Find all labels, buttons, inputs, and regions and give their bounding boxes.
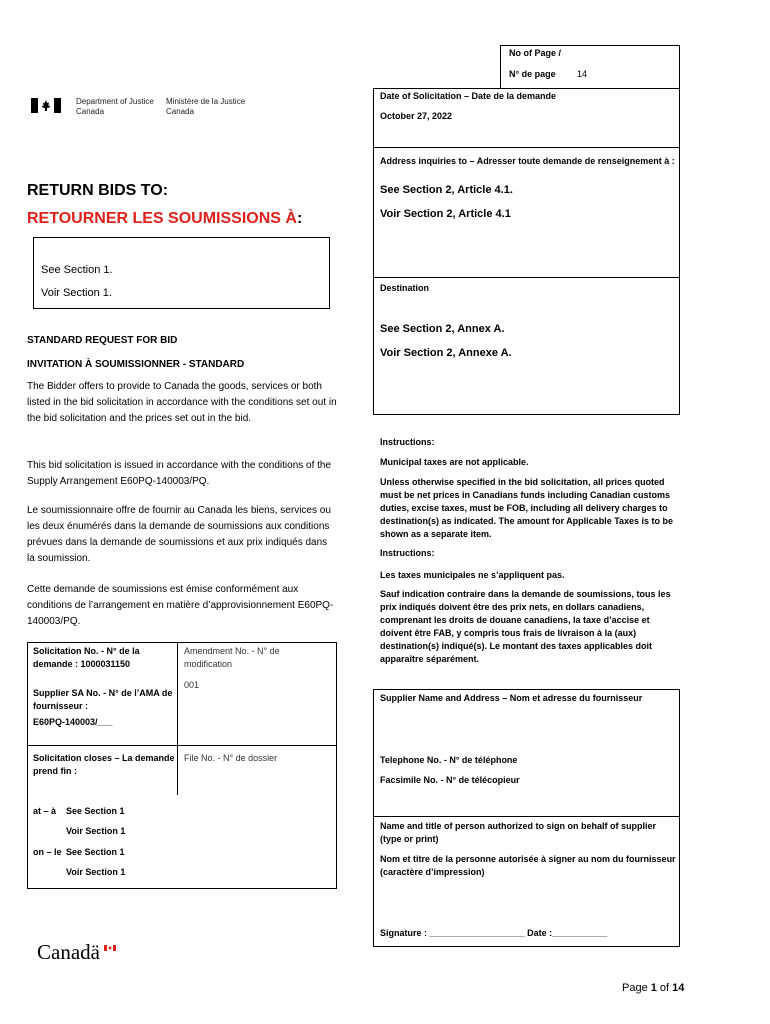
solicitation-number: Solicitation No. - N° de la demande : 1000031150: [33, 646, 140, 669]
paragraph-1: The Bidder offers to provide to Canada the goods, services or both listed in the bid solicitation in accordance with the conditions set out in the bid solicitation and the prices set out in the bid.: [27, 381, 337, 424]
address-fr: Voir Section 2, Article 4.1: [380, 208, 511, 220]
authorized-person-en: Name and title of person authorized to sign on behalf of supplier (type or print): [380, 821, 657, 844]
dept-en-line-1: Department of Justice: [76, 97, 154, 106]
return-box-line-1: See Section 1.: [41, 264, 113, 276]
dept-fr-line-1: Ministère de la Justice: [166, 97, 246, 106]
page-current: 1: [650, 982, 657, 994]
at-label: at – à: [33, 806, 57, 816]
on-value-en: See Section 1: [66, 847, 125, 857]
destination-en: See Section 2, Annex A.: [380, 323, 505, 335]
address-inquiries-label: Address inquiries to – Adresser toute demande de renseignement à :: [380, 156, 675, 166]
instructions-label-fr: Instructions:: [380, 548, 435, 558]
canada-wordmark-text: Canadä: [37, 940, 100, 964]
destination-label: Destination: [380, 283, 430, 293]
supplier-sa-value: E60PQ-140003/___: [33, 717, 113, 727]
address-en: See Section 2, Article 4.1.: [380, 184, 513, 196]
supplier-sa-label: Supplier SA No. - N° de l’AMA de fournisseur :: [33, 688, 173, 711]
divider: [177, 642, 178, 745]
heading-fr: INVITATION À SOUMISSIONNER - STANDARD: [27, 359, 245, 370]
divider: [373, 277, 680, 278]
page-number: [622, 981, 684, 995]
authorized-person-fr: Nom et titre de la personne autorisée à signer au nom du fournisseur (caractère d’impression): [380, 854, 676, 877]
divider: [373, 147, 680, 148]
return-box-line-2: Voir Section 1.: [41, 287, 112, 299]
paragraph-3: Le soumissionnaire offre de fournir au Canada les biens, services ou les deux énumérés dans la demande de soumissions aux conditions prévues dans la demande de soumissions et aux prix indiqués dans la soumission.: [27, 505, 331, 564]
canada-flag-icon: [31, 98, 61, 113]
date-value: October 27, 2022: [380, 111, 453, 121]
amendment-value: 001: [184, 680, 200, 690]
divider: [373, 816, 680, 817]
page-count-label-2: N° de page: [509, 69, 556, 79]
telephone-label: Telephone No. - N° de téléphone: [380, 755, 518, 765]
paragraph-2: This bid solicitation is issued in accordance with the conditions of the Supply Arrangement E60PQ-140003/PQ.: [27, 460, 332, 487]
page-count-value: 14: [577, 69, 588, 79]
return-bids-title-fr-colon: :: [296, 210, 303, 227]
fax-label: Facsimile No. - N° de télécopieur: [380, 775, 520, 785]
paragraph-4: Cette demande de soumissions est émise conformément aux conditions de l’arrangement en matière d’approvisionnement E60PQ-140003/PQ.: [27, 584, 334, 627]
instructions-tax-en: Municipal taxes are not applicable.: [380, 457, 529, 467]
return-bids-title-fr-text: RETOURNER LES SOUMISSIONS À: [27, 210, 297, 227]
page-prefix: Page: [622, 982, 651, 994]
supplier-name-label: Supplier Name and Address – Nom et adresse du fournisseur: [380, 693, 643, 703]
divider: [177, 745, 178, 795]
destination-fr: Voir Section 2, Annexe A.: [380, 347, 512, 359]
page-count-label-1: No of Page /: [509, 48, 562, 58]
page-total: 14: [672, 982, 685, 994]
right-info-frame: [373, 88, 680, 415]
instructions-text-en: Unless otherwise specified in the bid solicitation, all prices quoted must be net prices in Canadians funds including Canadian customs duties, excise taxes, must be FOB, including all delivery charges to destination(s) as indicated. The amount for Applicable Taxes is to be shown as a separate item.: [380, 477, 674, 539]
solicitation-closes-label: Solicitation closes – La demande prend fin :: [33, 753, 175, 776]
wordmark-flag-icon: [104, 938, 116, 944]
dept-en-line-2: Canada: [76, 107, 105, 116]
file-no-label: File No. - N° de dossier: [184, 753, 278, 763]
return-bids-title-en: RETURN BIDS TO:: [27, 182, 169, 199]
return-bids-title-fr: [27, 210, 302, 228]
heading-en: STANDARD REQUEST FOR BID: [27, 335, 178, 346]
on-value-fr: Voir Section 1: [66, 867, 126, 877]
date-label: Date of Solicitation – Date de la demande: [380, 91, 557, 101]
signature-line: Signature : ___________________ Date :___________: [380, 928, 608, 938]
dept-en-name: [76, 97, 154, 117]
canada-wordmark: [37, 940, 100, 966]
page-of: of: [656, 982, 673, 994]
at-value-fr: Voir Section 1: [66, 826, 126, 836]
supplier-box: [373, 689, 680, 947]
dept-fr-line-2: Canada: [166, 107, 195, 116]
amendment-label: Amendment No. - N° de modification: [184, 646, 280, 669]
on-label: on – le: [33, 847, 62, 857]
instructions-text-fr: Sauf indication contraire dans la demande de soumissions, tous les prix indiqués doivent être des prix nets, en dollars canadiens, comprenant les droits de douane canadiens, la taxe d’accise et doivent être FAB, y compris tous frais de livraison à la (aux) destination(s) indiqué(s). Le montant des taxes applicables doit apparaître séparément.: [380, 589, 671, 664]
instructions-tax-fr: Les taxes municipales ne s’appliquent pas.: [380, 570, 565, 580]
at-value-en: See Section 1: [66, 806, 125, 816]
divider: [27, 745, 337, 746]
instructions-label-en: Instructions:: [380, 437, 435, 447]
dept-fr-name: [166, 97, 245, 117]
